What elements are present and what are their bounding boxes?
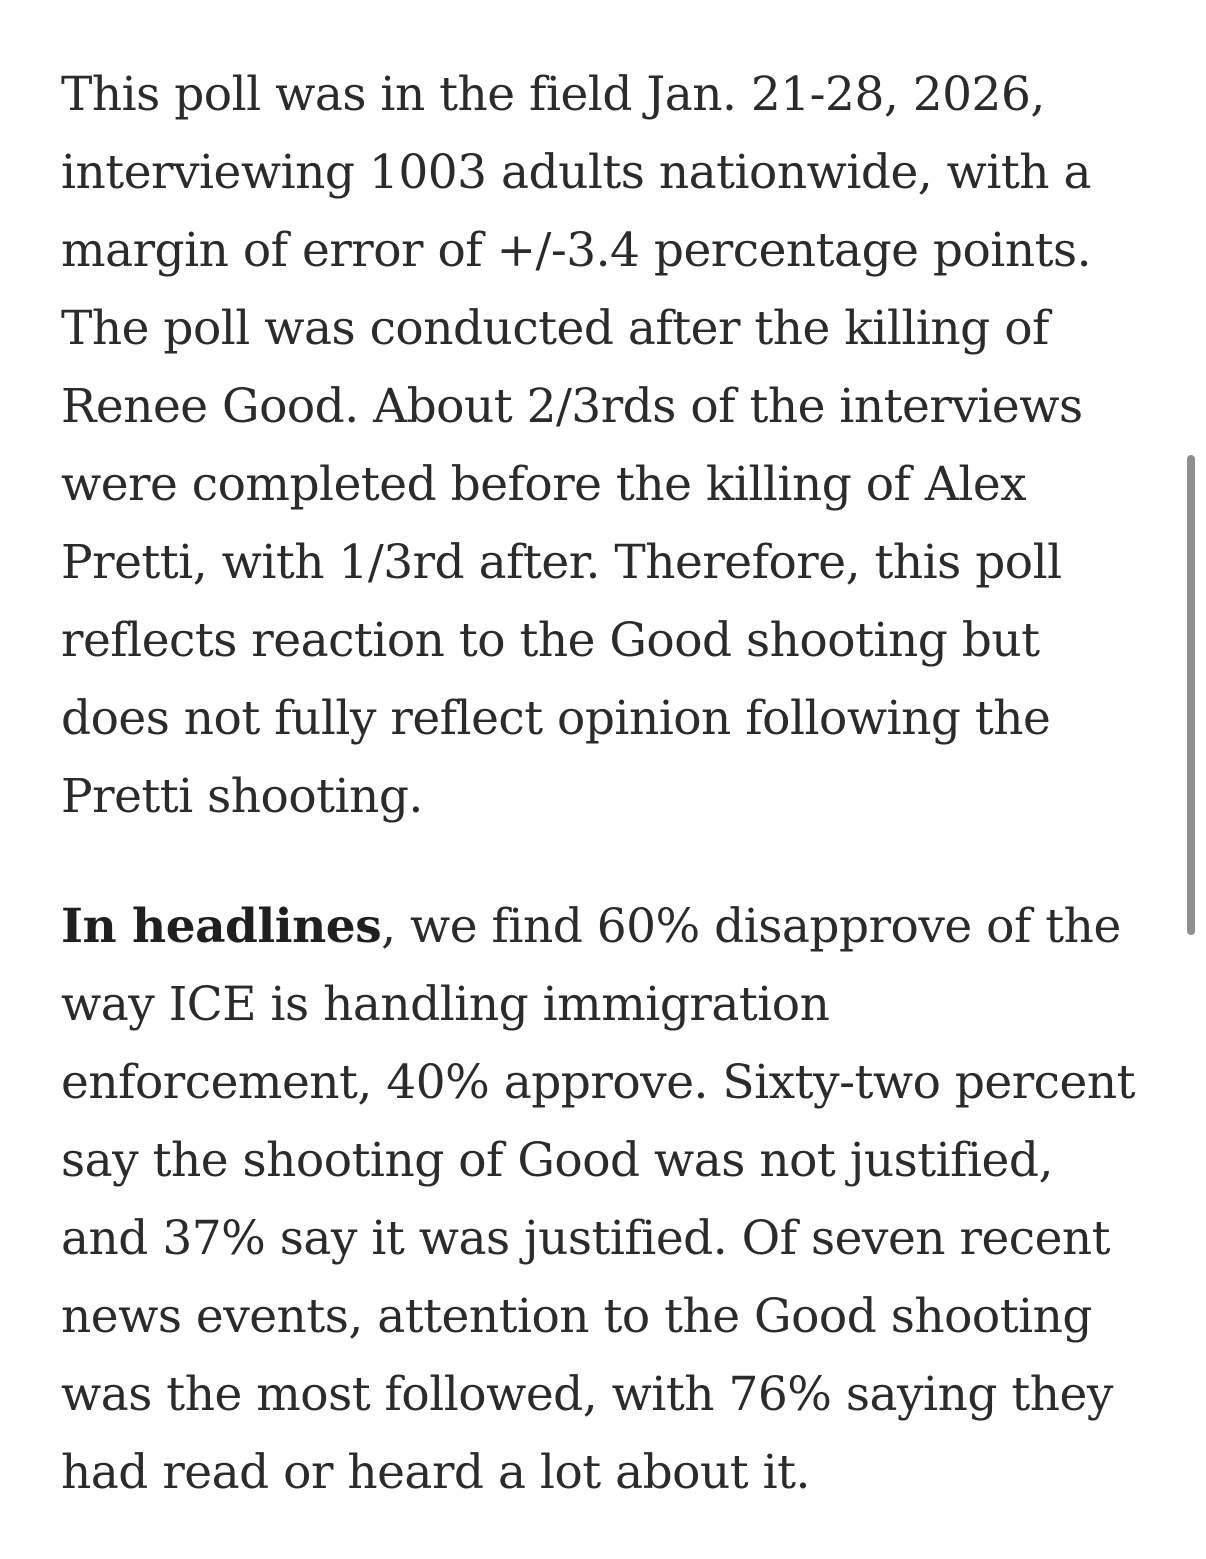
paragraph-line: This poll was in the field Jan. 21-28, 2026, — [61, 67, 1045, 122]
paragraph-line: had read or heard a lot about it. — [61, 1445, 810, 1500]
paragraph-line: and 37% say it was justified. Of seven recent — [61, 1211, 1111, 1266]
paragraph-line: news events, attention to the Good shooting — [61, 1289, 1092, 1344]
paragraph-line: enforcement, 40% approve. Sixty-two percent — [61, 1055, 1135, 1110]
paragraph-line: margin of error of +/-3.4 percentage points. — [61, 223, 1092, 278]
article-body — [61, 56, 1161, 1512]
paragraph-line: Renee Good. About 2/3rds of the interviews — [61, 379, 1083, 434]
paragraph-line: The poll was conducted after the killing of — [61, 301, 1049, 356]
paragraph-line: way ICE is handling immigration — [61, 977, 830, 1032]
scrollbar-thumb[interactable] — [1187, 455, 1195, 935]
paragraph-line: was the most followed, with 76% saying they — [61, 1367, 1113, 1422]
paragraph-line: interviewing 1003 adults nationwide, with a — [61, 145, 1092, 200]
paragraph-poll-methodology — [61, 56, 1161, 836]
headlines-lead-bold: In headlines — [61, 899, 382, 954]
paragraph-line: say the shooting of Good was not justified, — [61, 1133, 1053, 1188]
paragraph-line — [61, 888, 1161, 966]
paragraph-line: Pretti, with 1/3rd after. Therefore, this poll — [61, 535, 1062, 590]
paragraph-line: does not fully reflect opinion following the — [61, 691, 1051, 746]
paragraph-line: reflects reaction to the Good shooting but — [61, 613, 1040, 668]
paragraph-line: Pretti shooting. — [61, 769, 423, 824]
headlines-lead-rest: , we find 60% disapprove of the — [381, 899, 1121, 954]
paragraph-headlines — [61, 888, 1161, 1512]
paragraph-line: were completed before the killing of Alex — [61, 457, 1027, 512]
